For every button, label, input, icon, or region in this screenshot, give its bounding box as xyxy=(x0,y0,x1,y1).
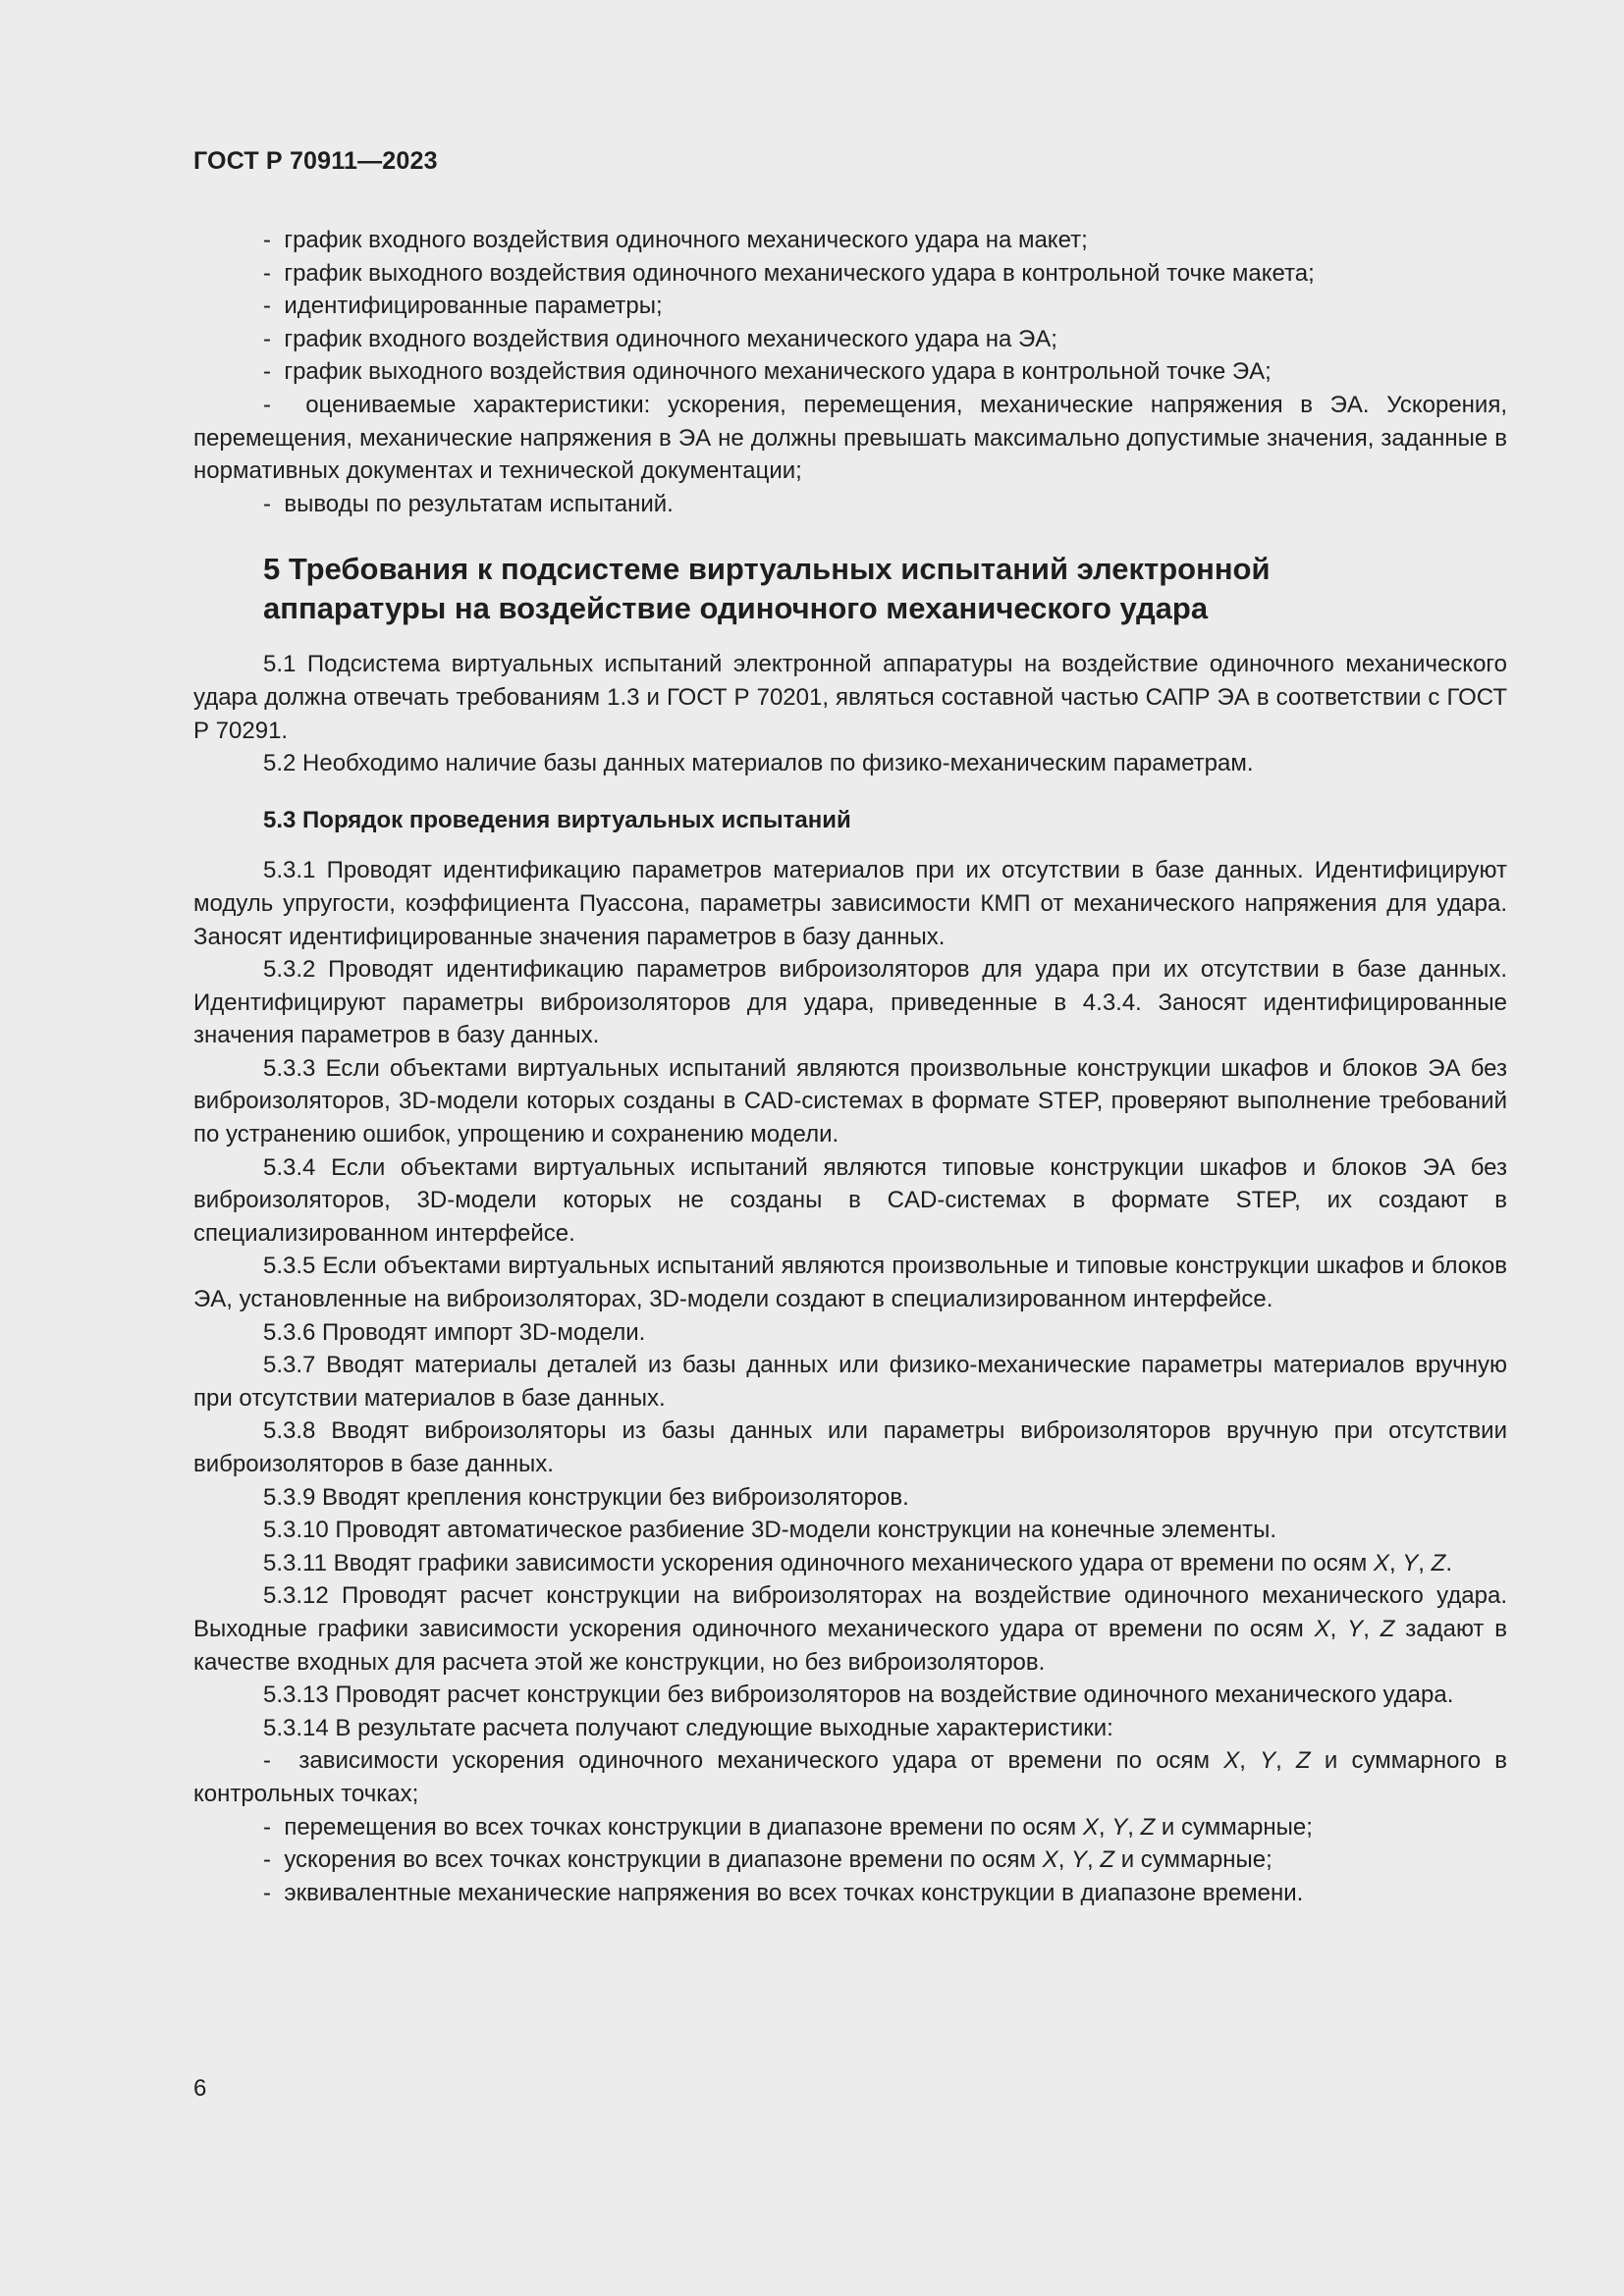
axis-x: X xyxy=(1373,1549,1389,1576)
axis-z: Z xyxy=(1296,1747,1311,1775)
list-text: и суммарные; xyxy=(1161,1813,1313,1841)
axis-z: Z xyxy=(1431,1549,1446,1576)
axis-y: Y xyxy=(1260,1747,1276,1775)
paragraph-5-1: 5.1 Подсистема виртуальных испытаний электронной аппаратуры на воздействие одиночного механического удара должна отвечать требованиям 1.3 и ГОСТ Р 70201, являться составной частью САПР ЭА в соответствии с ГОСТ Р 70291. xyxy=(193,651,1507,744)
paragraph-5-3-9: 5.3.9 Вводят крепления конструкции без виброизоляторов. xyxy=(263,1483,909,1511)
axis-x: X xyxy=(1223,1747,1240,1775)
paragraph-5-3-2: 5.3.2 Проводят идентификацию параметров виброизоляторов для удара при их отсутствии в базе данных. Идентифицируют параметры виброизоляторов для удара, приведенные в 4.3.4. Заносят идентифицированные значения параметров в базу данных. xyxy=(193,956,1507,1049)
axis-y: Y xyxy=(1402,1549,1419,1576)
subsection-title: 5.3 Порядок проведения виртуальных испытаний xyxy=(263,806,851,833)
list-item: - график выходного воздействия одиночного механического удара в контрольной точке ЭА; xyxy=(193,355,1507,389)
paragraph-5-3-1: 5.3.1 Проводят идентификацию параметров материалов при их отсутствии в базе данных. Идентифицируют модуль упругости, коэффициента Пуассона, параметры зависимости КМП от механического напряжения для удара. Заносят идентифицированные значения параметров в базу данных. xyxy=(193,857,1507,950)
paragraph-5-3-5: 5.3.5 Если объектами виртуальных испытаний являются произвольные и типовые конструкции шкафов и блоков ЭА, установленные на виброизоляторах, 3D-модели создают в специализированном интерфейсе. xyxy=(193,1253,1507,1313)
list-text: ускорения во всех точках конструкции в диапазоне времени по осям xyxy=(284,1846,1036,1874)
paragraph-5-3-14: 5.3.14 В результате расчета получают следующие выходные характеристики: xyxy=(263,1714,1113,1741)
list-item: - оцениваемые характеристики: ускорения, перемещения, механические напряжения в ЭА. Ускорения, перемещения, механические напряжения в ЭА не должны превышать максимально допустимые значения, заданные в нормативных документах и технической документации; xyxy=(193,389,1507,488)
paragraph-5-2: 5.2 Необходимо наличие базы данных материалов по физико-механическим параметрам. xyxy=(263,750,1254,777)
list-item: - перемещения во всех точках конструкции в диапазоне времени по осям X, Y, Z и суммарные; xyxy=(193,1811,1507,1844)
axis-y: Y xyxy=(1111,1813,1128,1841)
axis-y: Y xyxy=(1347,1615,1364,1642)
paragraph-5-3-6: 5.3.6 Проводят импорт 3D-модели. xyxy=(263,1318,646,1346)
axis-z: Z xyxy=(1140,1813,1156,1841)
paragraph-5-3-11: 5.3.11 Вводят графики зависимости ускорения одиночного механического удара от времени по осям X, Y, Z. xyxy=(263,1549,1452,1576)
paragraph-5-3-7: 5.3.7 Вводят материалы деталей из базы данных или физико-механические параметры материалов вручную при отсутствии материалов в базе данных. xyxy=(193,1352,1507,1412)
paragraph-5-3-4: 5.3.4 Если объектами виртуальных испытаний являются типовые конструкции шкафов и блоков ЭА без виброизоляторов, 3D-модели которых не созданы в CAD-системах в формате STEP, их создают в специализированном интерфейсе. xyxy=(193,1153,1507,1247)
axis-z: Z xyxy=(1100,1846,1115,1874)
paragraph-5-3-3: 5.3.3 Если объектами виртуальных испытаний являются произвольные конструкции шкафов и блоков ЭА без виброизоляторов, 3D-модели которых созданы в CAD-системах в формате STEP, проверяют выполнение требований по устранению ошибок, упрощению и сохранению модели. xyxy=(193,1054,1507,1148)
axis-x: X xyxy=(1042,1846,1058,1874)
list-text: зависимости ускорения одиночного механического удара от времени по осям xyxy=(298,1747,1211,1775)
list-text: и суммарные; xyxy=(1120,1846,1272,1874)
axis-z: Z xyxy=(1380,1615,1395,1642)
list-text: перемещения во всех точках конструкции в диапазоне времени по осям xyxy=(284,1813,1077,1841)
paragraph-5-3-10: 5.3.10 Проводят автоматическое разбиение 3D-модели конструкции на конечные элементы. xyxy=(263,1517,1277,1544)
list-text: и суммарного в контрольных точках; xyxy=(193,1747,1508,1807)
list-item: - ускорения во всех точках конструкции в диапазоне времени по осям X, Y, Z и суммарные; xyxy=(193,1843,1507,1877)
document-header: ГОСТ Р 70911—2023 xyxy=(193,147,438,175)
axis-x: X xyxy=(1314,1615,1330,1642)
paragraph-5-3-8: 5.3.8 Вводят виброизоляторы из базы данных или параметры виброизоляторов вручную при отсутствии виброизоляторов в базе данных. xyxy=(193,1417,1507,1477)
list-item: - график входного воздействия одиночного механического удара на ЭА; xyxy=(193,323,1507,356)
axis-x: X xyxy=(1082,1813,1099,1841)
list-item: - выводы по результатам испытаний. xyxy=(193,488,1507,521)
document-body xyxy=(193,224,1507,1909)
list-item: - идентифицированные параметры; xyxy=(193,290,1507,323)
list-item: - график выходного воздействия одиночного механического удара в контрольной точке макета; xyxy=(193,257,1507,291)
paragraph-text: задают в качестве входных для расчета этой же конструкции, но без виброизоляторов. xyxy=(193,1615,1507,1676)
paragraph-5-3-12: 5.3.12 Проводят расчет конструкции на виброизоляторах на воздействие одиночного механического удара. Выходные графики зависимости ускорения одиночного механического удара от времени по осям X, Y, Z задают в качестве входных для расчета этой же конструкции, но без виброизоляторов. xyxy=(193,1582,1507,1676)
axis-y: Y xyxy=(1071,1846,1088,1874)
paragraph-text: 5.3.12 Проводят расчет конструкции на виброизоляторах на воздействие одиночного механического удара. Выходные графики зависимости ускорения одиночного механического удара от времени по осям xyxy=(193,1582,1507,1642)
section-title: 5 Требования к подсистеме виртуальных испытаний электронной аппаратуры на воздействие одиночного механического удара xyxy=(263,552,1271,626)
list-item: - эквивалентные механические напряжения во всех точках конструкции в диапазоне времени. xyxy=(193,1877,1507,1910)
page-number: 6 xyxy=(193,2075,207,2102)
paragraph-5-3-13: 5.3.13 Проводят расчет конструкции без виброизоляторов на воздействие одиночного механического удара. xyxy=(263,1682,1454,1709)
list-item: - зависимости ускорения одиночного механического удара от времени по осям X, Y, Z и суммарного в контрольных точках; xyxy=(193,1744,1507,1810)
list-item: - график входного воздействия одиночного механического удара на макет; xyxy=(193,224,1507,257)
paragraph-text: 5.3.11 Вводят графики зависимости ускорения одиночного механического удара от времени по осям xyxy=(263,1549,1368,1576)
